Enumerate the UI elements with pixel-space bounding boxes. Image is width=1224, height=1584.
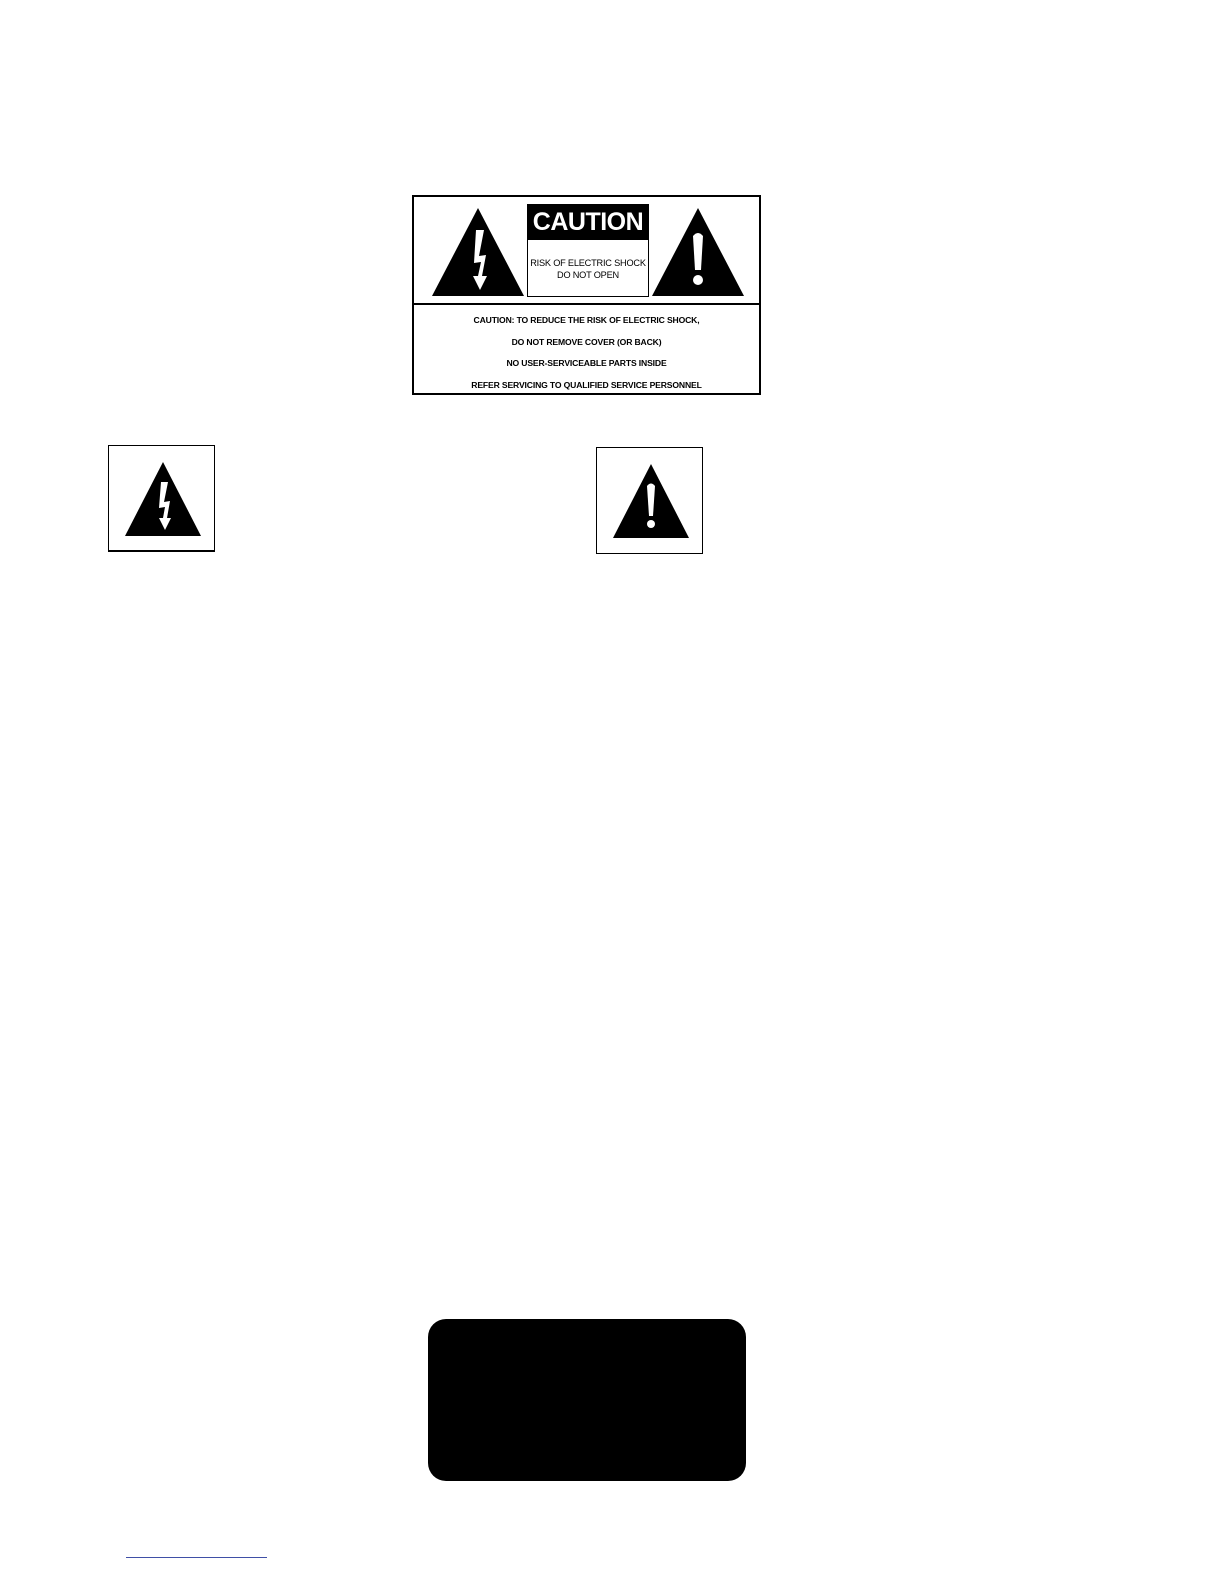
caution-line-2: DO NOT REMOVE COVER (OR BACK)	[511, 337, 662, 347]
caution-subtitle-line-2: DO NOT OPEN	[557, 270, 619, 280]
caution-line-3: NO USER-SERVICEABLE PARTS INSIDE	[506, 358, 667, 368]
caution-title: CAUTION	[528, 205, 648, 240]
exclamation-warning-icon	[613, 464, 689, 538]
caution-line-4: REFER SERVICING TO QUALIFIED SERVICE PERSONNEL	[471, 380, 702, 390]
lightning-symbol-box	[108, 445, 215, 552]
caution-line-1: CAUTION: TO REDUCE THE RISK OF ELECTRIC SHOCK,	[473, 315, 700, 325]
lightning-warning-icon	[125, 462, 201, 536]
caution-badge	[527, 204, 649, 297]
caution-label-header	[414, 197, 759, 305]
footnote-divider	[126, 1557, 267, 1558]
black-panel	[428, 1319, 746, 1481]
exclamation-symbol-box	[596, 447, 703, 554]
caution-subtitle	[528, 257, 648, 281]
lightning-warning-icon	[432, 208, 524, 296]
exclamation-warning-icon	[652, 208, 744, 296]
caution-subtitle-line-1: RISK OF ELECTRIC SHOCK	[530, 258, 646, 268]
caution-instructions	[414, 305, 759, 393]
caution-label	[412, 195, 761, 395]
